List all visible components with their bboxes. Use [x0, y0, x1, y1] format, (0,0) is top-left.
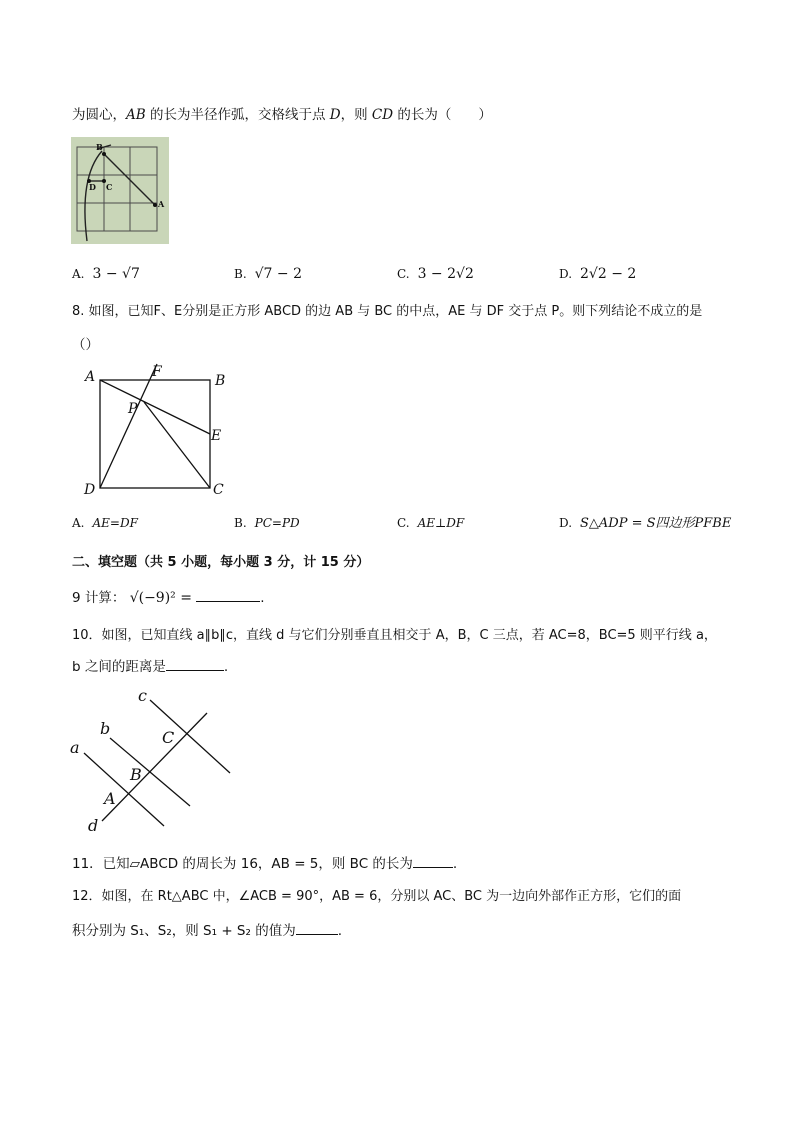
q8-label-e: E [211, 428, 222, 444]
q8-option-c[interactable]: C. AE⊥DF [397, 516, 465, 530]
q7-label-b: B [96, 142, 103, 152]
q10-label-b-point: B [130, 765, 142, 784]
q7-option-a[interactable]: A. 3 − √7 [72, 266, 140, 282]
q12-answer-blank[interactable] [296, 922, 338, 935]
q7-grid-figure [71, 137, 169, 244]
q10-line2: b 之间的距离是 . [72, 659, 229, 675]
q10-answer-blank[interactable] [166, 658, 224, 671]
q9-answer-blank[interactable] [196, 589, 260, 602]
q10-label-c-line: c [138, 686, 147, 705]
q9-expression: √(−9)² = [129, 590, 192, 606]
q8-label-d: D [84, 482, 96, 498]
q7-option-b[interactable]: B. √7 − 2 [234, 266, 303, 282]
q7-label-a: A [158, 199, 165, 209]
q8-option-d[interactable]: D. S△ADP = S四边形PFBE [559, 516, 732, 531]
q10-label-b-line: b [100, 719, 111, 738]
q9: 9 计算： √(−9)² = . [72, 590, 265, 606]
q8-label-c: C [213, 482, 224, 498]
q7-stem: 为圆心，AB 的长为半径作弧，交格线于点 D，则 CD 的长为（ ） [72, 107, 492, 123]
q11: 11．已知▱ABCD 的周长为 16，AB = 5，则 BC 的长为 . [72, 856, 458, 872]
section-title: 二、填空题（共 5 小题，每小题 3 分，计 15 分） [72, 555, 370, 570]
q11-answer-blank[interactable] [413, 855, 453, 868]
q7-option-c[interactable]: C. 3 − 2√2 [397, 266, 474, 282]
q8-square-figure [78, 362, 238, 502]
q8-label-b: B [215, 373, 226, 389]
q10-line1: 10．如图，已知直线 a∥b∥c，直线 d 与它们分别垂直且相交于 A，B，C 三点，若 AC=8，BC=5 则平行线 a， [72, 628, 717, 643]
q7-label-d: D [89, 182, 96, 192]
q7-option-d[interactable]: D. 2√2 − 2 [559, 266, 637, 282]
q10-label-d-line: d [88, 816, 99, 835]
q10-label-a-point: A [104, 789, 116, 808]
q7-label-c: C [106, 182, 113, 192]
q8-option-b[interactable]: B. PC=PD [234, 516, 300, 530]
q8-label-p: P [128, 401, 138, 417]
q10-parallel-lines-figure [66, 684, 246, 836]
q12-line2: 积分别为 S₁、S₂，则 S₁ + S₂ 的值为 . [72, 923, 342, 939]
q10-label-a-line: a [70, 738, 80, 757]
q8-label-a: A [85, 369, 96, 385]
q8-option-a[interactable]: A. AE=DF [72, 516, 138, 530]
q8-stem-line1: 8. 如图，已知F、E分别是正方形 ABCD 的边 AB 与 BC 的中点，AE 与 DF 交于点 P。则下列结论不成立的是 [72, 304, 703, 319]
q8-label-f: F [152, 364, 162, 380]
q8-stem-line2: （） [72, 337, 99, 353]
q10-label-c-point: C [162, 728, 175, 747]
q12-line1: 12．如图，在 Rt△ABC 中，∠ACB = 90°，AB = 6，分别以 AC、BC 为一边向外部作正方形，它们的面 [72, 889, 682, 904]
